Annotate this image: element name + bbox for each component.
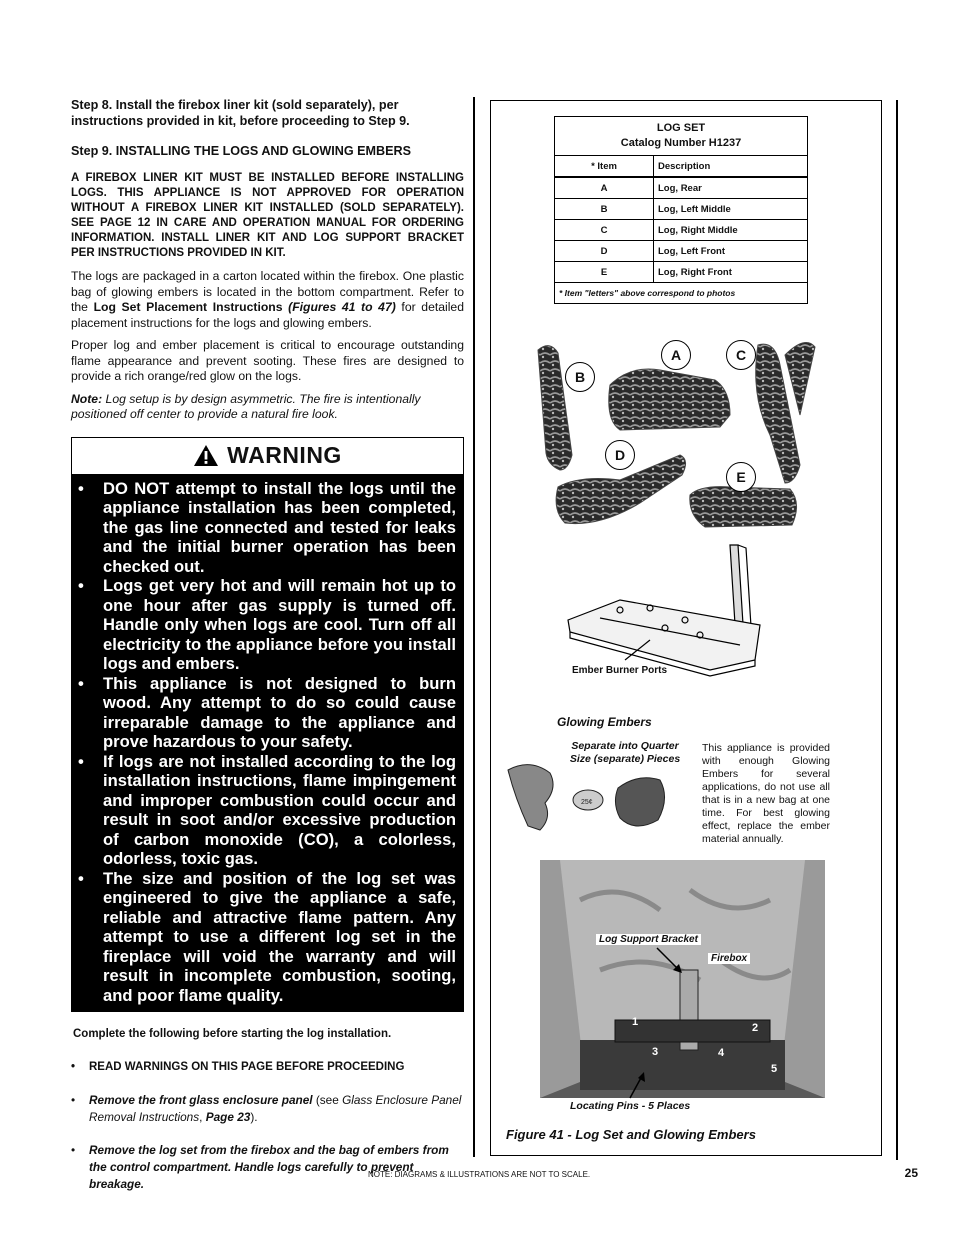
- label-a: A: [661, 340, 691, 370]
- separate-pieces-label: Separate into Quarter Size (separate) Pieces: [569, 740, 681, 765]
- warning-box: [71, 437, 464, 1013]
- table-footnote: * Item "letters" above correspond to photos: [555, 283, 808, 304]
- footer-note: NOTE: DIAGRAMS & ILLUSTRATIONS ARE NOT TO SCALE.: [368, 1170, 591, 1179]
- checklist-item: • Remove the log set from the firebox and the bag of embers from the control compartment. Handle logs carefully to prevent breakage.: [71, 1143, 449, 1191]
- log-set-table-header: LOG SET Catalog Number H1237: [555, 117, 808, 156]
- warning-item: • The size and position of the log set was engineered to give the appliance a safe, reliable and attractive flame pattern. Any attempt to use a different log set in the fireplace will void the warranty and will result in incomplete combustion, sooting, and poor flame quality.: [78, 868, 456, 1005]
- col-item: * Item: [555, 156, 654, 178]
- pin-1: 1: [632, 1016, 639, 1028]
- warning-item: • Logs get very hot and will remain hot up to one hour after gas supply is turned off. Handle only when logs are cool. Turn off all electricity to the appliance before you install logs and embers.: [78, 576, 456, 673]
- col-description: Description: [654, 156, 808, 178]
- burner-bracket-drawing: [560, 540, 775, 680]
- locating-pins-label: Locating Pins - 5 Places: [570, 1100, 691, 1112]
- ember-pieces-image: [500, 758, 680, 838]
- table-row: C Log, Right Middle: [555, 220, 808, 241]
- ember-burner-ports-label: Ember Burner Ports: [572, 665, 668, 676]
- checklist-item: • Remove the front glass enclosure panel (see Glass Enclosure Panel Removal Instructions, Page 23).: [71, 1093, 462, 1124]
- checklist-item: • READ WARNINGS ON THIS PAGE BEFORE PROCEEDING: [71, 1061, 405, 1073]
- svg-text:25¢: 25¢: [581, 799, 593, 806]
- warning-item: • This appliance is not designed to burn wood. Any attempt to do so could cause irreparable damage to the appliance and prove hazardous to your safety.: [78, 673, 456, 751]
- table-row: B Log, Left Middle: [555, 199, 808, 220]
- step-8: Step 8. Install the firebox liner kit (sold separately), per instructions provided in kit, before proceeding to Step 9.: [71, 98, 410, 128]
- step-9: Step 9. INSTALLING THE LOGS AND GLOWING EMBERS: [71, 144, 412, 158]
- log-set-table: [554, 116, 808, 304]
- warning-item: • If logs are not installed according to the log installation instructions, flame impingement and improper combustion could occur and result in soot and/or excessive production of carbon monoxide (CO), a colorless, odorless, toxic gas.: [78, 751, 456, 868]
- warning-title: WARNING: [227, 442, 342, 468]
- warning-header: [72, 438, 463, 475]
- label-e: E: [726, 462, 756, 492]
- log-support-bracket-label: Log Support Bracket: [596, 934, 701, 945]
- label-b: B: [565, 362, 595, 392]
- log-e-image: [690, 487, 797, 527]
- checklist-intro: Complete the following before starting the log installation.: [73, 1028, 392, 1040]
- placement-paragraph: Proper log and ember placement is critical to encourage outstanding flame appearance and prevent sooting. These fires are designed to provide a rich orange/red glow on the logs.: [71, 338, 464, 383]
- table-row: D Log, Left Front: [555, 241, 808, 262]
- right-margin-line: [896, 100, 898, 1160]
- label-c: C: [726, 340, 756, 370]
- log-a-image: [609, 369, 730, 430]
- liner-kit-warning: A FIREBOX LINER KIT MUST BE INSTALLED BEFORE INSTALLING LOGS. THIS APPLIANCE IS NOT APPROVED FOR OPERATION WITHOUT A FIREBOX LINER KIT INSTALLED (SOLD SEPARATELY). SEE PAGE 12 IN CARE AND OPERATION MANUAL FOR ORDERING INFORMATION. INSTALL LINER KIT AND LOG SUPPORT BRACKET PER INSTRUCTIONS PROVIDED IN KIT.: [71, 172, 464, 259]
- table-row: A Log, Rear: [555, 177, 808, 199]
- pin-3: 3: [652, 1046, 659, 1058]
- label-d: D: [605, 440, 635, 470]
- page-number: 25: [904, 1166, 918, 1180]
- packaging-paragraph: The logs are packaged in a carton located within the firebox. One plastic bag of glowing embers is located in the bottom compartment. Refer to the Log Set Placement Instructions (Figures 41 to 47) for detailed placement instructions for the logs and glowing embers.: [71, 269, 464, 330]
- warning-triangle-icon: [193, 444, 219, 467]
- log-c-image: [756, 343, 815, 484]
- pin-2: 2: [752, 1022, 759, 1034]
- column-divider: [473, 97, 475, 1157]
- log-b-image: [538, 346, 572, 470]
- left-column: [71, 97, 464, 1193]
- glowing-embers-title: Glowing Embers: [557, 715, 652, 729]
- firebox-photo: [540, 860, 825, 1098]
- pin-4: 4: [718, 1047, 725, 1059]
- pin-5: 5: [771, 1063, 778, 1075]
- locating-pins-arrow-icon: [628, 1070, 648, 1100]
- warning-body: [72, 475, 463, 1012]
- table-row: E Log, Right Front: [555, 262, 808, 283]
- bracket-arrow-icon: [655, 946, 685, 976]
- ember-instructions: This appliance is provided with enough Glowing Embers for several applications, do not use all that is in a new bag at one time. For best glowing effect, replace the ember material annually.: [702, 742, 830, 845]
- warning-item: • DO NOT attempt to install the logs until the appliance installation has been completed, the gas line connected and tested for leaks and the initial burner operation has been checked out.: [78, 478, 456, 576]
- asymmetry-note: Note: Log setup is by design asymmetric. The fire is intentionally positioned off center to provide a natural fire look.: [71, 391, 421, 421]
- figure-caption: Figure 41 - Log Set and Glowing Embers: [506, 1127, 756, 1142]
- firebox-label: Firebox: [708, 953, 750, 964]
